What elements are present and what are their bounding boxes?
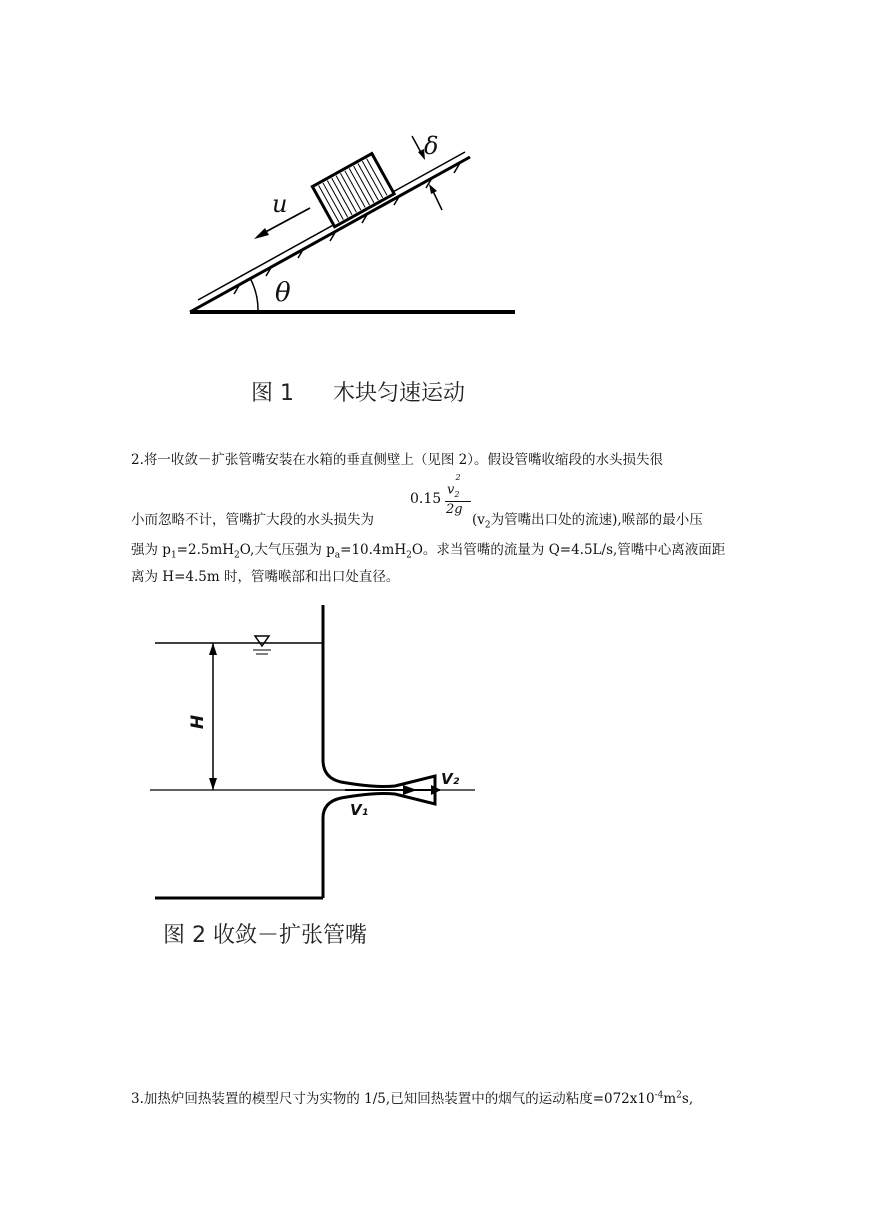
- problem-2-line-3: 强为 $p_1=2.5mH_2O$,大气压强为 $p_a=10.4mH_2O$。求当管嘴的流量为 Q=4.5L/s,管嘴中心离液面距: [131, 542, 726, 561]
- problem-2-line-2-b: ($v_2$为管嘴出口处的流速),喉部的最小压: [472, 512, 703, 531]
- problem-2-line-1: 2.将一收敛－扩张管嘴安装在水箱的垂直侧壁上（见图 2）。假设管嘴收缩段的水头损失很: [131, 452, 664, 468]
- problem-2-line-4: 离为 H=4.5m 时，管嘴喉部和出口处直径。: [131, 569, 400, 585]
- label-u: u: [272, 190, 288, 218]
- figure-1-caption-number: 图 1: [251, 381, 294, 406]
- problem-3-line-1: 3.加热炉回热装置的模型尺寸为实物的 1/5,已知回热装置中的烟气的运动粘度$=072x10^{-4}m^2s$,: [131, 1090, 694, 1107]
- formula-denominator: 2g: [446, 502, 463, 517]
- formula-numerator: $v_2^2$: [447, 473, 461, 499]
- formula-coefficient: 0.15: [410, 491, 442, 507]
- figure-1-inclined-plane: [180, 130, 540, 330]
- label-H: H: [188, 714, 209, 730]
- label-v1: V₁: [350, 801, 369, 819]
- figure-2-nozzle: [145, 600, 485, 910]
- figure-1-caption-text: 木块匀速运动: [333, 381, 466, 406]
- head-loss-formula: [410, 473, 470, 521]
- label-theta: θ: [275, 278, 291, 308]
- problem-2-text-a: 小而忽略不计，管嘴扩大段的水头损失为: [131, 512, 374, 528]
- problem-2-line-2: [131, 508, 374, 528]
- figure-2-caption: 图 2 收敛－扩张管嘴: [163, 923, 367, 948]
- label-delta: δ: [424, 132, 439, 160]
- label-v2: V₂: [441, 770, 460, 788]
